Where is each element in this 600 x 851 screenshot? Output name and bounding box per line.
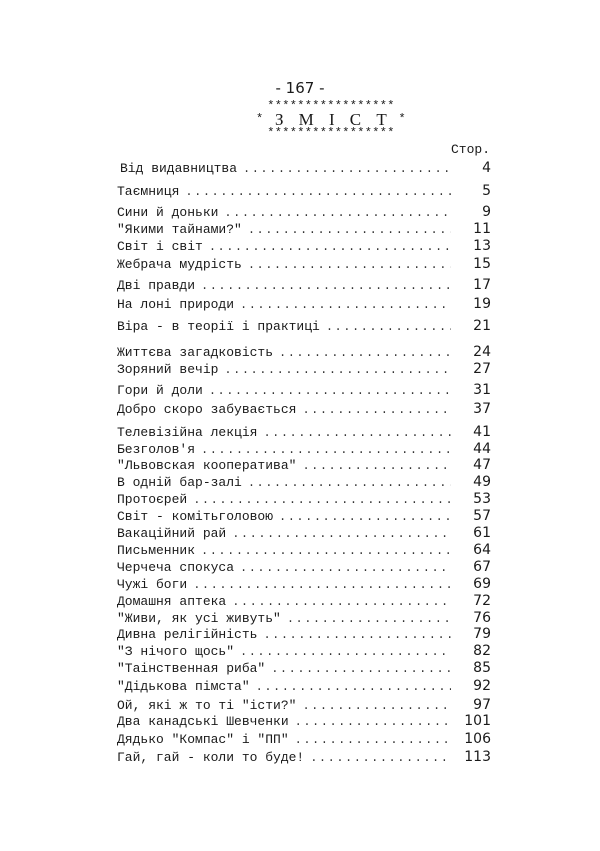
- dot-leader: [201, 279, 451, 293]
- dot-leader: [209, 384, 451, 398]
- dot-leader: [240, 561, 451, 575]
- entry-title: Домашня аптека: [117, 594, 227, 609]
- entry-page: 97: [473, 697, 491, 713]
- dot-leader: [271, 662, 451, 676]
- toc-entry: [117, 256, 491, 272]
- toc-entry: [117, 660, 491, 676]
- entry-page: 85: [473, 660, 491, 676]
- toc-entry: [117, 183, 491, 199]
- entry-page: 13: [473, 238, 491, 254]
- toc-entry: [117, 626, 491, 642]
- dot-leader: [256, 680, 451, 694]
- toc-entry: [117, 731, 491, 747]
- dot-leader: [263, 426, 451, 440]
- dot-leader: [232, 527, 451, 541]
- toc-entry: [117, 508, 491, 524]
- entry-page: 69: [473, 576, 491, 592]
- entry-page: 72: [473, 593, 491, 609]
- entry-title: На лоні природи: [117, 297, 235, 312]
- dot-leader: [224, 206, 451, 220]
- dot-leader: [248, 258, 451, 272]
- entry-title: Добро скоро забувається: [117, 402, 297, 417]
- entry-page: 101: [464, 713, 491, 729]
- entry-title: Гори й доли: [117, 383, 203, 398]
- toc-entry: [117, 491, 491, 507]
- entry-page: 47: [473, 457, 491, 473]
- entry-page: 27: [473, 361, 491, 377]
- entry-page: 82: [473, 643, 491, 659]
- entry-title: Дві правди: [117, 278, 196, 293]
- toc-entry: [117, 593, 491, 609]
- dot-leader: [295, 715, 451, 729]
- page-number: - 167 -: [275, 79, 325, 97]
- entry-title: Світ і світ: [117, 239, 203, 254]
- entry-page: 106: [464, 731, 491, 747]
- toc-entry: [117, 749, 491, 765]
- entry-page: 92: [473, 678, 491, 694]
- entry-title: Дивна релігійність: [117, 627, 258, 642]
- dot-leader: [201, 544, 451, 558]
- toc-entry: [117, 344, 491, 360]
- entry-title: Безголов'я: [117, 442, 196, 457]
- entry-page: 4: [482, 160, 491, 176]
- entry-title: "Таінственная риба": [117, 661, 266, 676]
- dot-leader: [279, 510, 451, 524]
- entry-page: 17: [473, 277, 491, 293]
- entry-title: Зоряний вечір: [117, 362, 219, 377]
- toc-entry: [117, 318, 491, 334]
- toc-entry: [117, 424, 491, 440]
- title-letter: С: [349, 110, 362, 129]
- toc-entry: [117, 559, 491, 575]
- dot-leader: [326, 320, 451, 334]
- entry-title: Таємниця: [117, 184, 180, 199]
- entry-title: Два канадські Шевченки: [117, 714, 289, 729]
- dot-leader: [248, 476, 451, 490]
- entry-title: Чужі боги: [117, 577, 188, 592]
- entry-title: "Живи, як усі живуть": [117, 611, 281, 626]
- entry-page: 19: [473, 296, 491, 312]
- toc-entry: [120, 160, 491, 176]
- dot-leader: [240, 298, 451, 312]
- entry-page: 37: [473, 401, 491, 417]
- entry-title: Жебрача мудрість: [117, 257, 242, 272]
- entry-page: 41: [473, 424, 491, 440]
- dot-leader: [302, 459, 451, 473]
- dot-leader: [287, 612, 451, 626]
- entry-page: 21: [473, 318, 491, 334]
- entry-title: Світ - комітьголовою: [117, 509, 274, 524]
- dot-leader: [193, 493, 451, 507]
- entry-title: Сини й доньки: [117, 205, 219, 220]
- toc-entry: [117, 713, 491, 729]
- toc-entry: [117, 441, 491, 457]
- entry-title: Віра - в теорії і практиці: [117, 319, 320, 334]
- toc-entry: [117, 401, 491, 417]
- star-left: *: [256, 112, 264, 126]
- dot-leader: [243, 162, 451, 176]
- toc-entry: [117, 361, 491, 377]
- entry-page: 24: [473, 344, 491, 360]
- entry-title: Протоєрей: [117, 492, 188, 507]
- entry-page: 79: [473, 626, 491, 642]
- star-right: *: [398, 112, 406, 126]
- entry-title: Дядько "Компас" і "ПП": [117, 732, 289, 747]
- entry-page: 67: [473, 559, 491, 575]
- dot-leader: [302, 403, 451, 417]
- toc-entry: [117, 542, 491, 558]
- toc-entry: [117, 678, 491, 694]
- dot-leader: [248, 223, 451, 237]
- entry-title: Ой, які ж то ті "істи?": [117, 698, 297, 713]
- stars-top: *****************: [267, 99, 395, 113]
- entry-title: В одній бар-залі: [117, 475, 242, 490]
- entry-page: 49: [473, 474, 491, 490]
- entry-title: "З нічого щось": [117, 644, 235, 659]
- toc-entry: [117, 221, 491, 237]
- stars-bottom: *****************: [267, 126, 395, 140]
- dot-leader: [279, 346, 451, 360]
- toc-entry: [117, 643, 491, 659]
- toc-entry: [117, 238, 491, 254]
- entry-title: Телевізійна лекція: [117, 425, 258, 440]
- dot-leader: [302, 699, 451, 713]
- dot-leader: [185, 185, 451, 199]
- entry-page: 44: [473, 441, 491, 457]
- entry-page: 113: [464, 749, 491, 765]
- dot-leader: [240, 645, 451, 659]
- title-letter: М: [298, 110, 315, 129]
- entry-title: "Львовская кооператива": [117, 458, 297, 473]
- entry-page: 31: [473, 382, 491, 398]
- toc-entry: [117, 576, 491, 592]
- toc-entry: [117, 296, 491, 312]
- page-column-header: Стор.: [451, 142, 491, 157]
- title-letter: Т: [376, 110, 387, 129]
- entry-page: 5: [482, 183, 491, 199]
- entry-title: "Якими тайнами?": [117, 222, 242, 237]
- entry-title: Від видавництва: [120, 161, 238, 176]
- contents-title-box: [256, 101, 406, 138]
- entry-page: 15: [473, 256, 491, 272]
- dot-leader: [224, 363, 451, 377]
- entry-page: 53: [473, 491, 491, 507]
- dot-leader: [310, 751, 451, 765]
- entry-page: 61: [473, 525, 491, 541]
- dot-leader: [232, 595, 451, 609]
- entry-title: Вакаційний рай: [117, 526, 227, 541]
- toc-entry: [117, 610, 491, 626]
- entry-page: 76: [473, 610, 491, 626]
- dot-leader: [201, 443, 451, 457]
- toc-entry: [117, 457, 491, 473]
- entry-page: 9: [482, 204, 491, 220]
- toc-entry: [117, 382, 491, 398]
- toc-entry: [117, 474, 491, 490]
- toc-entry: [117, 697, 491, 713]
- entry-title: Життєва загадковість: [117, 345, 274, 360]
- dot-leader: [193, 578, 451, 592]
- title-letter: І: [328, 110, 335, 129]
- dot-leader: [263, 628, 451, 642]
- toc-entry: [117, 204, 491, 220]
- title-letter: З: [274, 110, 284, 129]
- dot-leader: [209, 240, 451, 254]
- entry-page: 57: [473, 508, 491, 524]
- toc-entry: [117, 525, 491, 541]
- entry-page: 11: [473, 221, 491, 237]
- entry-title: Письменник: [117, 543, 196, 558]
- dot-leader: [295, 733, 451, 747]
- toc-entry: [117, 277, 491, 293]
- entry-title: "Дідькова пімста": [117, 679, 250, 694]
- entry-page: 64: [473, 542, 491, 558]
- entry-title: Гай, гай - коли то буде!: [117, 750, 305, 765]
- entry-title: Черчеча спокуса: [117, 560, 235, 575]
